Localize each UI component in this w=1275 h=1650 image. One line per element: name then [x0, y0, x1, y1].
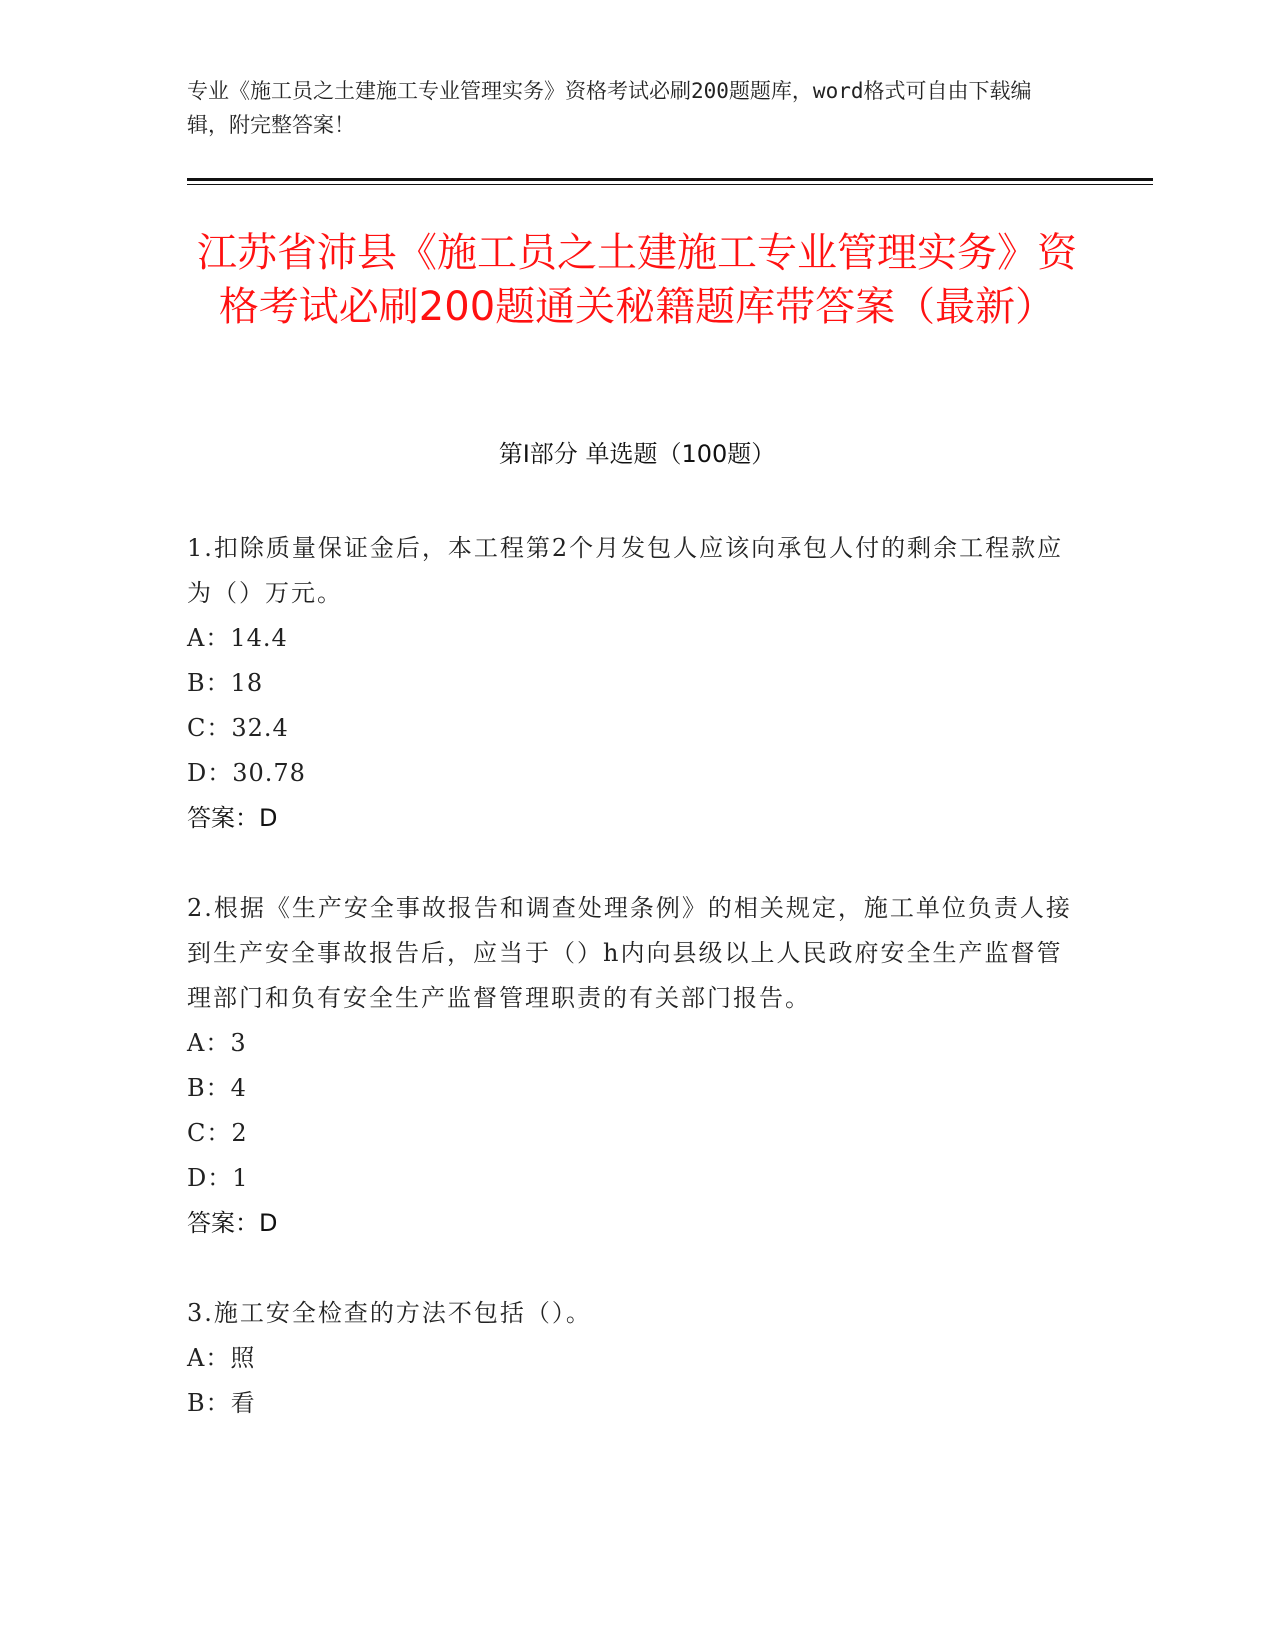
option-b: B：18 [187, 669, 264, 697]
question-2 [187, 886, 1087, 1246]
section-heading: 第I部分 单选题（100题） [498, 440, 776, 468]
option-d: D：30.78 [187, 759, 306, 787]
option-c: C：2 [187, 1119, 248, 1147]
question-1 [187, 526, 1087, 841]
document-title: 江苏省沛县《施工员之土建施工专业管理实务》资格考试必刷200题通关秘籍题库带答案（最新） [197, 230, 1077, 330]
option-a: A：3 [187, 1029, 247, 1057]
question-list [187, 526, 1087, 1471]
header-note: 专业《施工员之土建施工专业管理实务》资格考试必刷200题题库，word格式可自由下载编辑，附完整答案！ [187, 79, 1032, 137]
question-stem: 1.扣除质量保证金后，本工程第2个月发包人应该向承包人付的剩余工程款应为（）万元。 [187, 534, 1064, 607]
header-divider-thick [187, 178, 1153, 181]
question-stem: 2.根据《生产安全事故报告和调查处理条例》的相关规定，施工单位负责人接到生产安全事故报告后，应当于（）h内向县级以上人民政府安全生产监督管理部门和负有安全生产监督管理职责的有关部门报告。 [187, 894, 1072, 1012]
option-b: B：4 [187, 1074, 247, 1102]
question-stem: 3.施工安全检查的方法不包括（）。 [187, 1299, 592, 1327]
answer: 答案：D [187, 804, 278, 832]
question-3 [187, 1291, 1087, 1426]
option-a: A：14.4 [187, 624, 288, 652]
option-b: B：看 [187, 1389, 256, 1417]
option-c: C：32.4 [187, 714, 289, 742]
answer: 答案：D [187, 1209, 278, 1237]
option-d: D：1 [187, 1164, 249, 1192]
option-a: A：照 [187, 1344, 256, 1372]
header-divider-thin [187, 184, 1153, 185]
